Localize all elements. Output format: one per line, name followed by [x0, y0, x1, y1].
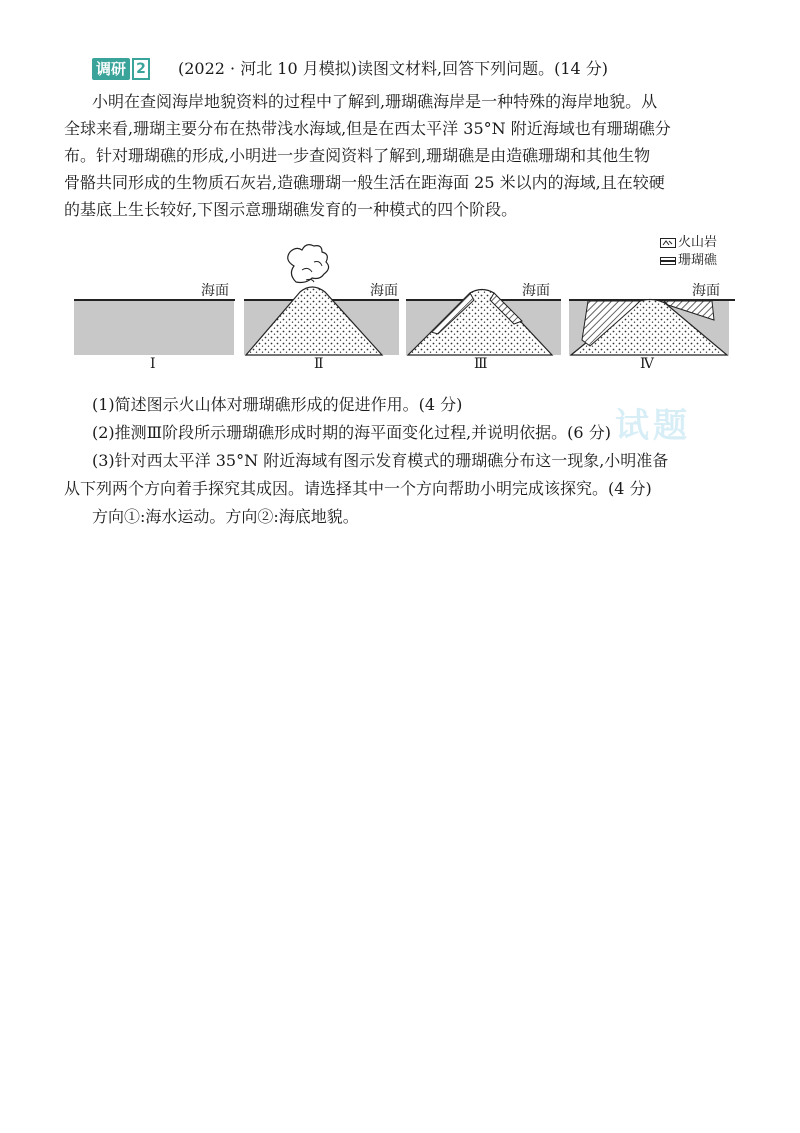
figure-svg	[0, 0, 800, 380]
volcanic-rock-swatch-icon	[660, 238, 676, 248]
stage-1-panel	[74, 300, 235, 355]
sea-label-1: 海面	[201, 283, 229, 299]
paragraph-line-5: 的基底上生长较好,下图示意珊瑚礁发育的一种模式的四个阶段。	[64, 200, 518, 219]
legend-coral-label: 珊瑚礁	[678, 253, 718, 268]
watermark: 试题	[615, 406, 691, 446]
question-3-line-1: (3)针对西太平洋 35°N 附近海域有图示发育模式的珊瑚礁分布这一现象,小明准备	[92, 451, 669, 470]
question-2: (2)推测Ⅲ阶段所示珊瑚礁形成时期的海平面变化过程,并说明依据。(6 分)	[92, 423, 611, 442]
figure-legend	[660, 234, 717, 270]
sea-label-3: 海面	[522, 283, 550, 299]
source-line: (2022 · 河北 10 月模拟)读图文材料,回答下列问题。(14 分)	[178, 59, 609, 78]
sea-label-2: 海面	[370, 283, 398, 299]
stage-label-3: Ⅲ	[474, 356, 488, 372]
stage-label-4: Ⅳ	[640, 356, 654, 372]
question-3-line-2: 从下列两个方向着手探究其成因。请选择其中一个方向帮助小明完成该探究。(4 分)	[64, 479, 652, 498]
question-3-options: 方向①:海水运动。方向②:海底地貌。	[92, 507, 359, 526]
question-1: (1)简述图示火山体对珊瑚礁形成的促进作用。(4 分)	[92, 395, 463, 414]
paragraph-line-1: 小明在查阅海岸地貌资料的过程中了解到,珊瑚礁海岸是一种特殊的海岸地貌。从	[92, 92, 658, 111]
paragraph-line-3: 布。针对珊瑚礁的形成,小明进一步查阅资料了解到,珊瑚礁是由造礁珊瑚和其他生物	[64, 146, 651, 165]
tag-label: 调研	[92, 58, 130, 80]
paragraph-line-4: 骨骼共同形成的生物质石灰岩,造礁珊瑚一般生活在距海面 25 米以内的海域,且在较硬	[64, 173, 665, 192]
legend-volcanic-label: 火山岩	[678, 235, 718, 250]
sea-label-4: 海面	[692, 283, 720, 299]
coral-reef-swatch-icon	[660, 256, 676, 266]
stage-label-1: Ⅰ	[150, 356, 156, 372]
tag-number: 2	[132, 58, 150, 80]
legend-coral	[660, 252, 717, 270]
stage-4-panel	[569, 300, 735, 356]
legend-volcanic	[660, 234, 717, 252]
stage-label-2: Ⅱ	[314, 356, 324, 372]
paragraph-line-2: 全球来看,珊瑚主要分布在热带浅水海域,但是在西太平洋 35°N 附近海域也有珊瑚礁分	[64, 119, 671, 138]
